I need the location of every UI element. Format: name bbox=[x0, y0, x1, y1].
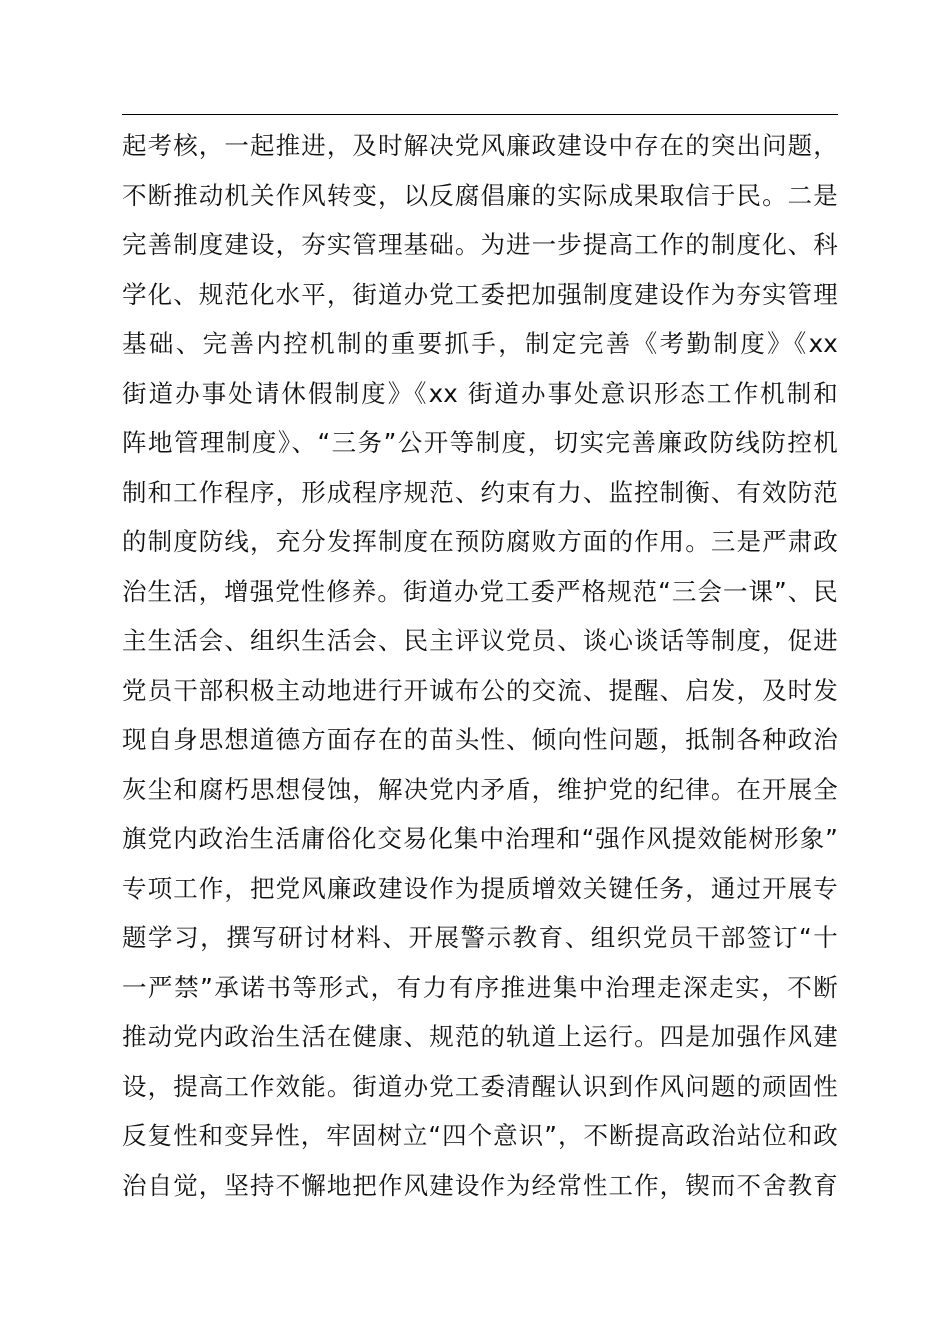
text-line: 推动党内政治生活在健康、规范的轨道上运行。四是加强作风建 bbox=[122, 1022, 838, 1051]
text-line: 主生活会、组织生活会、民主评议党员、谈心谈话等制度，促进 bbox=[122, 626, 838, 655]
text-line: 制和工作程序，形成程序规范、约束有力、监控制衡、有效防范 bbox=[122, 477, 838, 507]
text-line: 基础、完善内控机制的重要抓手，制定完善《考勤制度》《xx bbox=[122, 329, 838, 358]
header-rule bbox=[122, 114, 838, 115]
text-line: 旗党内政治生活庸俗化交易化集中治理和“强作风提效能树形象” bbox=[122, 824, 838, 853]
text-line: 不断推动机关作风转变，以反腐倡廉的实际成果取信于民。二是 bbox=[122, 180, 838, 210]
text-line: 题学习，撰写研讨材料、开展警示教育、组织党员干部签订“十 bbox=[122, 923, 838, 952]
text-line: 完善制度建设，夯实管理基础。为进一步提高工作的制度化、科 bbox=[122, 230, 838, 259]
text-line: 学化、规范化水平，街道办党工委把加强制度建设作为夯实管理 bbox=[122, 279, 838, 309]
text-line: 治自觉，坚持不懈地把作风建设作为经常性工作，锲而不舍教育 bbox=[122, 1170, 838, 1200]
text-line: 专项工作，把党风廉政建设作为提质增效关键任务，通过开展专 bbox=[122, 873, 838, 903]
text-line: 阵地管理制度》、“三务”公开等制度，切实完善廉政防线防控机 bbox=[122, 428, 838, 457]
text-line: 灰尘和腐朽思想侵蚀，解决党内矛盾，维护党的纪律。在开展全 bbox=[122, 774, 838, 804]
text-line: 的制度防线，充分发挥制度在预防腐败方面的作用。三是严肃政 bbox=[122, 527, 838, 556]
text-line: 设，提高工作效能。街道办党工委清醒认识到作风问题的顽固性 bbox=[122, 1071, 838, 1101]
text-line: 街道办事处请休假制度》《xx 街道办事处意识形态工作机制和 bbox=[122, 378, 838, 408]
text-line: 起考核，一起推进，及时解决党风廉政建设中存在的突出问题， bbox=[122, 131, 838, 160]
text-line: 反复性和变异性，牢固树立“四个意识”，不断提高政治站位和政 bbox=[122, 1121, 838, 1150]
text-line: 一严禁”承诺书等形式，有力有序推进集中治理走深走实，不断 bbox=[122, 972, 838, 1002]
body-text bbox=[122, 121, 838, 1210]
text-line: 现自身思想道德方面存在的苗头性、倾向性问题，抵制各种政治 bbox=[122, 725, 838, 754]
text-line: 党员干部积极主动地进行开诚布公的交流、提醒、启发，及时发 bbox=[122, 675, 838, 705]
text-line: 治生活，增强党性修养。街道办党工委严格规范“三会一课”、民 bbox=[122, 576, 838, 606]
